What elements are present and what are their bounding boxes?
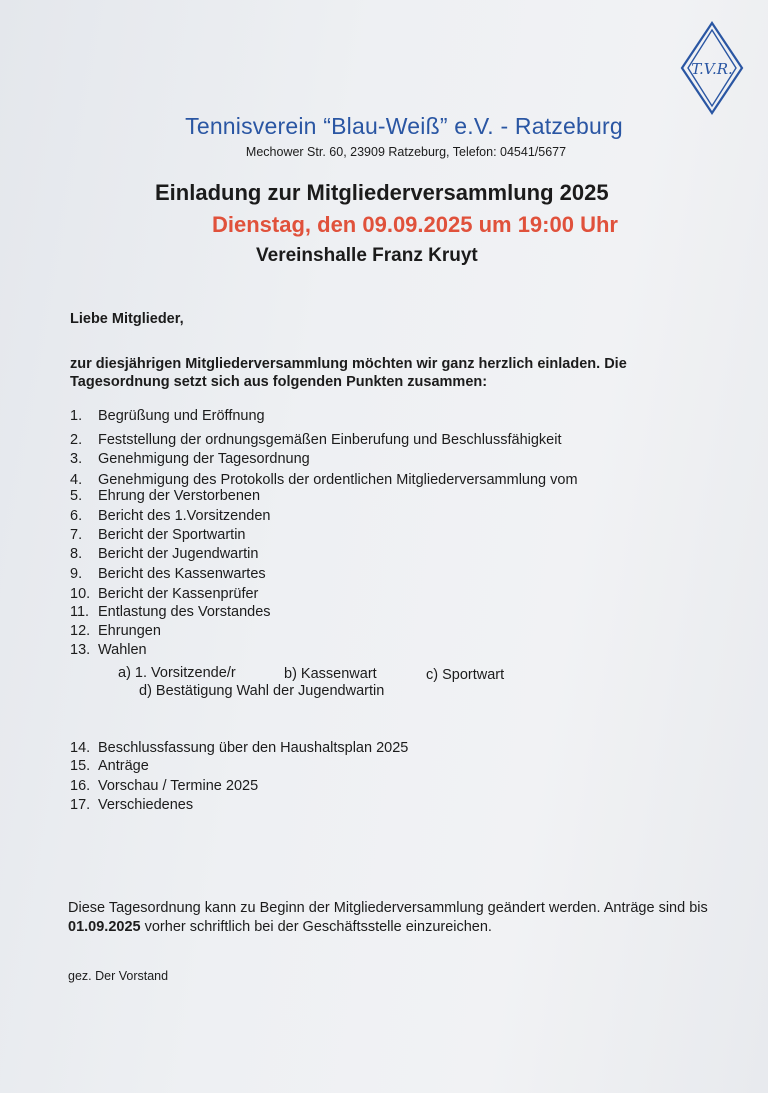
intro-paragraph: zur diesjährigen Mitgliederversammlung möchten wir ganz herzlich einladen. Die Tagesordnung setzt sich aus folgenden Punkten zusammen:: [70, 356, 627, 390]
agenda-item: 12. Ehrungen: [70, 623, 161, 639]
meeting-venue: Vereinshalle Franz Kruyt: [256, 245, 478, 266]
agenda-item: 10. Bericht der Kassenprüfer: [70, 586, 259, 602]
election-item-c: c) Sportwart: [426, 667, 505, 683]
agenda-item: 13. Wahlen: [70, 642, 147, 658]
agenda-item: 17. Verschiedenes: [70, 797, 194, 813]
agenda-item: 16. Vorschau / Termine 2025: [70, 778, 259, 794]
agenda-item: 11. Entlastung des Vorstandes: [70, 604, 271, 620]
signature: gez. Der Vorstand: [68, 969, 169, 983]
invitation-title: Einladung zur Mitgliederversammlung 2025: [155, 180, 609, 205]
agenda-item: 14. Beschlussfassung über den Haushaltsplan 2025: [70, 740, 409, 756]
club-logo-icon: [679, 20, 745, 116]
agenda-item: 1. Begrüßung und Eröffnung: [70, 408, 265, 424]
agenda-item: 15. Anträge: [70, 758, 149, 774]
deadline-date: 01.09.2025: [68, 919, 141, 935]
election-item-b: b) Kassenwart: [284, 666, 377, 682]
agenda-item: 8. Bericht der Jugendwartin: [70, 546, 259, 562]
agenda-item: 5. Ehrung der Verstorbenen: [70, 488, 261, 504]
svg-text:T.V.R.: T.V.R.: [691, 60, 733, 78]
club-address: Mechower Str. 60, 23909 Ratzeburg, Telefon: 04541/5677: [245, 145, 567, 159]
election-item-d: d) Bestätigung Wahl der Jugendwartin: [139, 683, 385, 699]
club-name: Tennisverein “Blau-Weiß” e.V. - Ratzeburg: [185, 113, 623, 139]
greeting: Liebe Mitglieder,: [70, 311, 184, 327]
agenda-item: 9. Bericht des Kassenwartes: [70, 566, 266, 582]
agenda-item: 6. Bericht des 1.Vorsitzenden: [70, 508, 271, 524]
agenda-item: 3. Genehmigung der Tagesordnung: [70, 451, 310, 467]
agenda-item: 7. Bericht der Sportwartin: [70, 527, 246, 543]
agenda-item: 4. Genehmigung des Protokolls der ordentlichen Mitgliederversammlung vom: [70, 472, 578, 488]
election-item-a: a) 1. Vorsitzende/r: [118, 665, 236, 681]
meeting-date: Dienstag, den 09.09.2025 um 19:00 Uhr: [212, 212, 618, 237]
footer-note: Diese Tagesordnung kann zu Beginn der Mitgliederversammlung geändert werden. Anträge sind bis 01.09.2025 vorher schriftlich bei der Geschäftsstelle einzureichen.: [68, 900, 708, 935]
agenda-item: 2. Feststellung der ordnungsgemäßen Einberufung und Beschlussfähigkeit: [70, 432, 562, 448]
